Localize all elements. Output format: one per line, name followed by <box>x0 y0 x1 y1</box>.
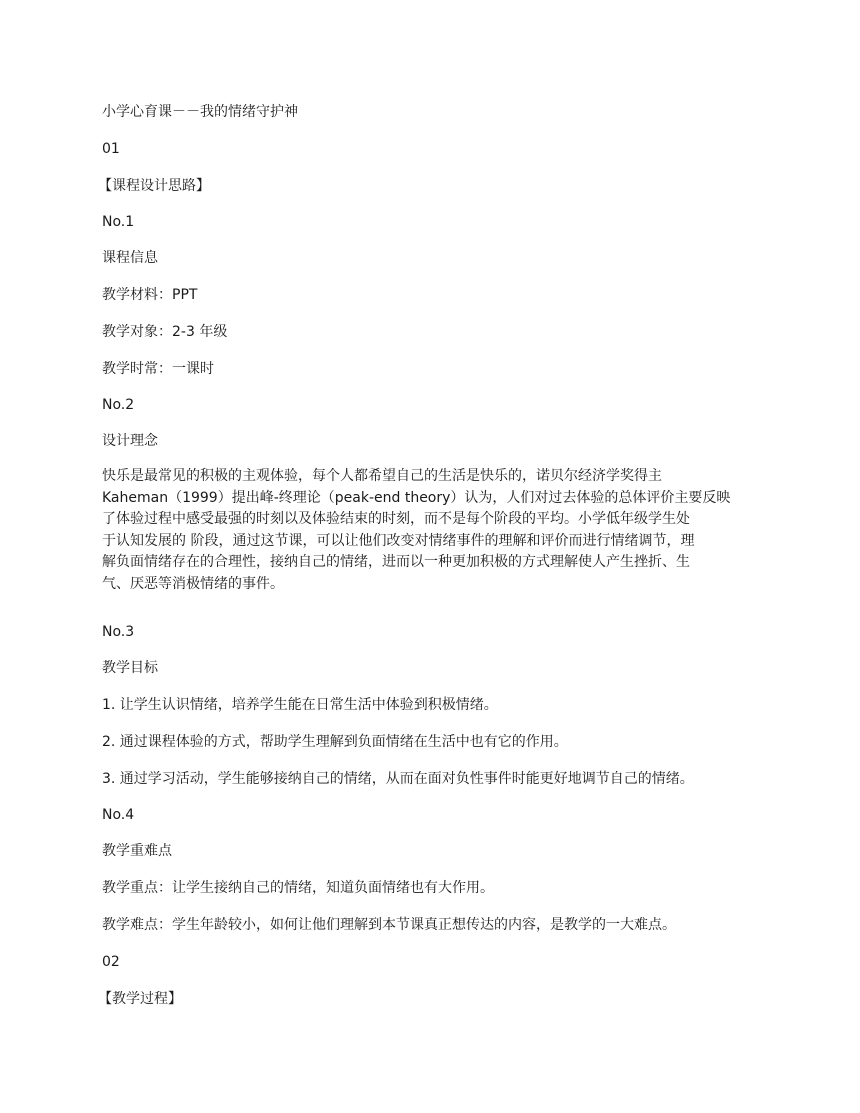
part-number-3: No.3 <box>102 624 135 640</box>
info-teaching-target: 教学对象：2-3 年级 <box>102 324 228 340</box>
part-heading-course-info: 课程信息 <box>102 250 158 266</box>
part-heading-key-difficulties: 教学重难点 <box>102 843 172 859</box>
teaching-difficulty: 教学难点：学生年龄较小，如何让他们理解到本节课真正想传达的内容，是教学的一大难点。 <box>102 917 676 933</box>
paragraph-line: Kaheman（1999）提出峰-终理论（peak-end theory）认为，人们对过去体验的总体评价主要反映 <box>102 489 731 506</box>
info-teaching-material: 教学材料：PPT <box>102 287 198 303</box>
info-teaching-duration: 教学时常：一课时 <box>102 361 214 377</box>
part-heading-teaching-goals: 教学目标 <box>102 660 158 676</box>
paragraph-line: 解负面情绪存在的合理性，接纳自己的情绪，进而以一种更加积极的方式理解使人产生挫折、生 <box>102 554 690 570</box>
part-heading-design-concept: 设计理念 <box>102 433 158 449</box>
teaching-key-point: 教学重点：让学生接纳自己的情绪，知道负面情绪也有大作用。 <box>102 880 494 896</box>
section-heading-course-design: 【课程设计思路】 <box>98 178 210 194</box>
part-number-2: No.2 <box>102 397 135 413</box>
section-number-02: 02 <box>102 954 120 970</box>
part-number-4: No.4 <box>102 807 135 823</box>
design-concept-paragraph <box>102 466 762 595</box>
teaching-goal-2: 2. 通过课程体验的方式，帮助学生理解到负面情绪在生活中也有它的作用。 <box>102 734 568 750</box>
part-number-1: No.1 <box>102 214 135 230</box>
section-number-01: 01 <box>102 141 120 157</box>
paragraph-line: 了体验过程中感受最强的时刻以及体验结束的时刻，而不是每个阶段的平均。小学低年级学生处 <box>102 511 690 527</box>
teaching-goal-3: 3. 通过学习活动，学生能够接纳自己的情绪，从而在面对负性事件时能更好地调节自己的情绪。 <box>102 771 694 787</box>
paragraph-line: 于认知发展的 阶段，通过这节课，可以让他们改变对情绪事件的理解和评价而进行情绪调节，理 <box>102 532 695 549</box>
section-heading-teaching-process: 【教学过程】 <box>98 991 182 1007</box>
paragraph-line: 气、厌恶等消极情绪的事件。 <box>102 575 284 592</box>
teaching-goal-1: 1. 让学生认识情绪，培养学生能在日常生活中体验到积极情绪。 <box>102 697 498 713</box>
document-title: 小学心育课－－我的情绪守护神 <box>102 104 298 120</box>
paragraph-line: 快乐是最常见的积极的主观体验，每个人都希望自己的生活是快乐的，诺贝尔经济学奖得主 <box>102 468 662 484</box>
